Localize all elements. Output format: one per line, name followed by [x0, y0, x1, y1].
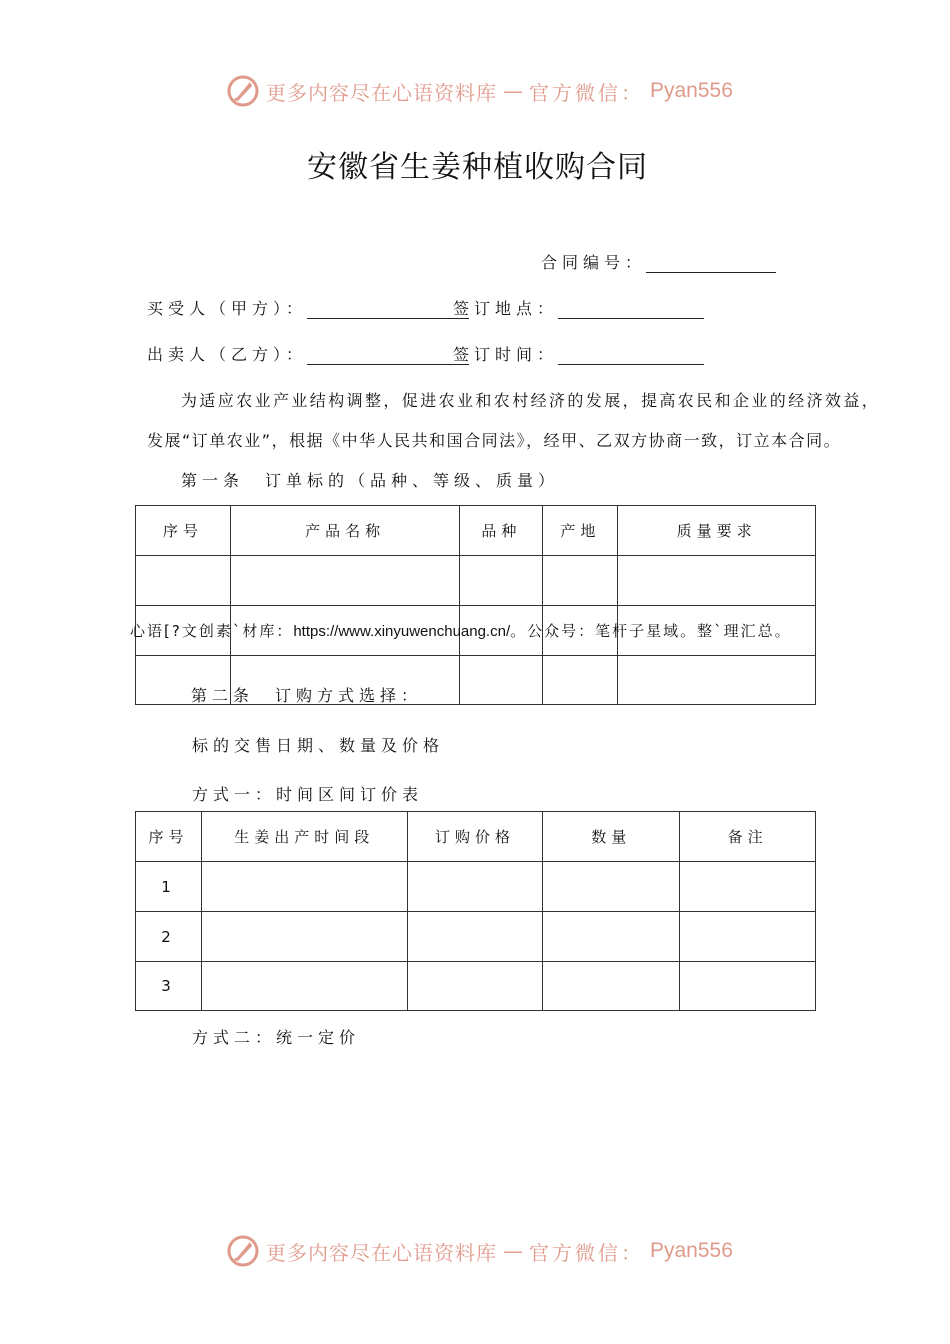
sign-time-row — [453, 342, 704, 365]
buyer-blank — [307, 304, 469, 319]
sign-time-blank — [558, 350, 704, 365]
subject-line: 标的交售日期、数量及价格 — [192, 736, 445, 755]
table-cell — [460, 656, 543, 705]
buyer-label: 买受人（甲方）： — [147, 299, 308, 318]
document-title: 安徽省生姜种植收购合同 — [307, 150, 648, 185]
row-index-cell: 2 — [136, 912, 202, 962]
header-cell: 数量 — [543, 812, 680, 862]
table-cell — [543, 556, 618, 606]
table-cell — [136, 556, 231, 606]
header-cell: 质量要求 — [618, 506, 816, 556]
quill-logo-icon — [226, 1234, 260, 1268]
watermark-wechat-id: Pyan556 — [650, 1239, 733, 1262]
sign-place-label: 签订地点： — [453, 299, 559, 318]
header-cell: 订购价格 — [407, 812, 543, 862]
table-cell — [618, 556, 816, 606]
header-cell: 品种 — [460, 506, 543, 556]
table-cell — [460, 556, 543, 606]
buyer-row — [147, 296, 469, 319]
table-row — [136, 862, 816, 912]
footer-watermark — [226, 1234, 733, 1268]
seller-blank — [307, 350, 469, 365]
contract-no-blank — [646, 258, 776, 273]
table-cell — [543, 912, 680, 962]
intro-line-1: 为适应农业产业结构调整，促进农业和农村经济的发展，提高农民和企业的经济效益， — [181, 391, 881, 410]
product-table — [135, 505, 816, 705]
table-cell — [201, 912, 407, 962]
price-table — [135, 811, 816, 1011]
header-cell: 产品名称 — [230, 506, 460, 556]
table-cell — [543, 962, 680, 1011]
table-cell — [618, 656, 816, 705]
method-2-heading: 方式二：统一定价 — [192, 1028, 361, 1047]
table-cell — [201, 862, 407, 912]
sign-place-row — [453, 296, 704, 319]
seller-label: 出卖人（乙方）： — [147, 345, 308, 364]
product-table-header-row — [136, 506, 816, 556]
overlay-prefix: 心语[?文创素`材库： — [130, 622, 294, 640]
table-cell — [543, 656, 618, 705]
article-2-heading: 第二条 订购方式选择： — [191, 686, 423, 705]
watermark-text: 更多内容尽在心语资料库 — [266, 80, 497, 105]
watermark-dash: — — [503, 79, 523, 103]
table-row — [136, 962, 816, 1011]
watermark-text: 更多内容尽在心语资料库 — [266, 1240, 497, 1265]
watermark-wechat-label: 官方微信： — [529, 1240, 644, 1265]
sign-time-label: 签订时间： — [453, 345, 559, 364]
table-row — [136, 556, 816, 606]
table-cell — [407, 962, 543, 1011]
table-cell — [230, 556, 460, 606]
row-index-cell: 1 — [136, 862, 202, 912]
header-watermark — [226, 74, 733, 108]
seller-row — [147, 342, 469, 365]
header-cell: 备注 — [680, 812, 816, 862]
table-row — [136, 912, 816, 962]
header-cell: 产地 — [543, 506, 618, 556]
table-cell — [680, 912, 816, 962]
contract-no-row — [541, 250, 776, 273]
overlay-suffix: 。公众号：笔杆子星域。整`理汇总。 — [510, 622, 792, 640]
table-cell — [201, 962, 407, 1011]
sign-place-blank — [558, 304, 704, 319]
quill-logo-icon — [226, 74, 260, 108]
method-1-heading: 方式一：时间区间订价表 — [192, 785, 424, 804]
price-table-header-row — [136, 812, 816, 862]
table-cell — [680, 862, 816, 912]
overlay-url: https://www.xinyuwenchuang.cn/ — [293, 623, 511, 640]
table-cell — [680, 962, 816, 1011]
header-cell: 生姜出产时间段 — [201, 812, 407, 862]
source-overlay-text — [130, 620, 792, 641]
watermark-wechat-label: 官方微信： — [529, 80, 644, 105]
article-1-heading: 第一条 订单标的（品种、等级、质量） — [181, 471, 560, 490]
table-cell — [543, 862, 680, 912]
table-cell — [407, 912, 543, 962]
table-cell — [407, 862, 543, 912]
watermark-dash: — — [503, 1239, 523, 1263]
contract-no-label: 合同编号： — [541, 253, 647, 272]
header-cell: 序号 — [136, 506, 231, 556]
watermark-wechat-id: Pyan556 — [650, 79, 733, 102]
header-cell: 序号 — [136, 812, 202, 862]
intro-line-2: 发展“订单农业”，根据《中华人民共和国合同法》，经甲、乙双方协商一致，订立本合同。 — [147, 431, 842, 450]
row-index-cell: 3 — [136, 962, 202, 1011]
